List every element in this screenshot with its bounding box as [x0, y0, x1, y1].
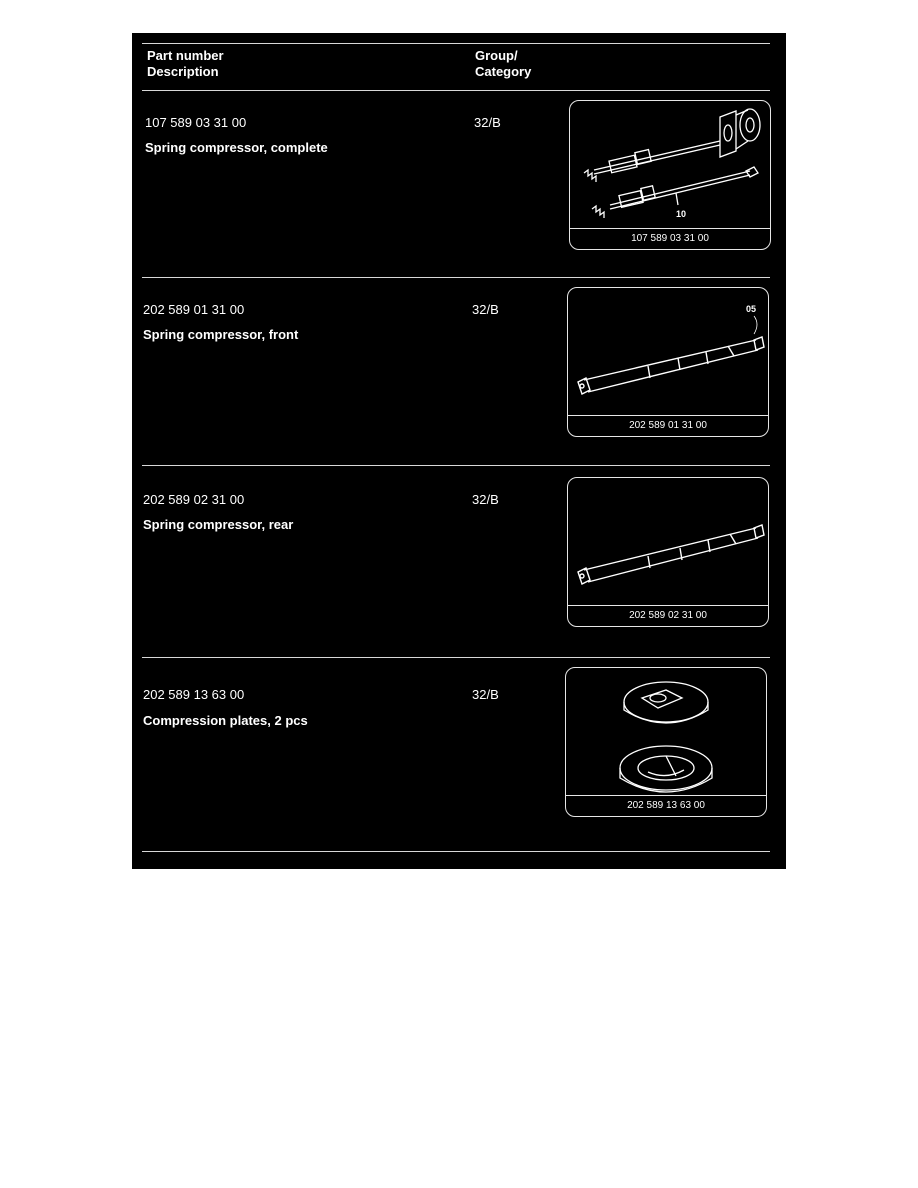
part-description: Compression plates, 2 pcs	[143, 713, 308, 728]
spring-compressor-rear-drawing	[568, 478, 768, 626]
description-label: Description	[147, 64, 219, 79]
bottom-rule	[142, 851, 770, 852]
part-group: 32/B	[472, 687, 499, 702]
group-label: Group/	[475, 48, 518, 63]
spring-compressor-complete-drawing	[570, 101, 770, 249]
part-group: 32/B	[472, 492, 499, 507]
spring-compressor-front-drawing	[568, 288, 768, 436]
image-caption: 202 589 02 31 00	[568, 605, 768, 626]
category-label: Category	[475, 64, 532, 79]
image-caption: 202 589 13 63 00	[566, 795, 766, 816]
image-caption: 107 589 03 31 00	[570, 228, 770, 249]
part-number: 202 589 02 31 00	[143, 492, 245, 507]
part-number-label: Part number	[147, 48, 224, 63]
part-number: 202 589 01 31 00	[143, 302, 245, 317]
part-description: Spring compressor, complete	[145, 140, 328, 155]
part-group: 32/B	[474, 115, 501, 130]
part-illustration	[569, 100, 771, 250]
header-part-number	[147, 48, 224, 80]
part-illustration	[567, 287, 769, 437]
part-number: 107 589 03 31 00	[145, 115, 247, 130]
part-illustration	[567, 477, 769, 627]
parts-sheet	[132, 33, 786, 869]
header-top-rule	[142, 43, 770, 44]
callout-label: 10	[676, 209, 687, 219]
part-row	[132, 277, 786, 465]
part-description: Spring compressor, rear	[143, 517, 294, 532]
part-row	[132, 90, 786, 277]
part-row	[132, 465, 786, 655]
callout-label: 05	[746, 304, 757, 314]
part-illustration	[565, 667, 767, 817]
part-number: 202 589 13 63 00	[143, 687, 245, 702]
header-group	[475, 48, 531, 80]
compression-plates-drawing	[566, 668, 766, 816]
part-description: Spring compressor, front	[143, 327, 299, 342]
part-row	[132, 657, 786, 851]
part-group: 32/B	[472, 302, 499, 317]
image-caption: 202 589 01 31 00	[568, 415, 768, 436]
